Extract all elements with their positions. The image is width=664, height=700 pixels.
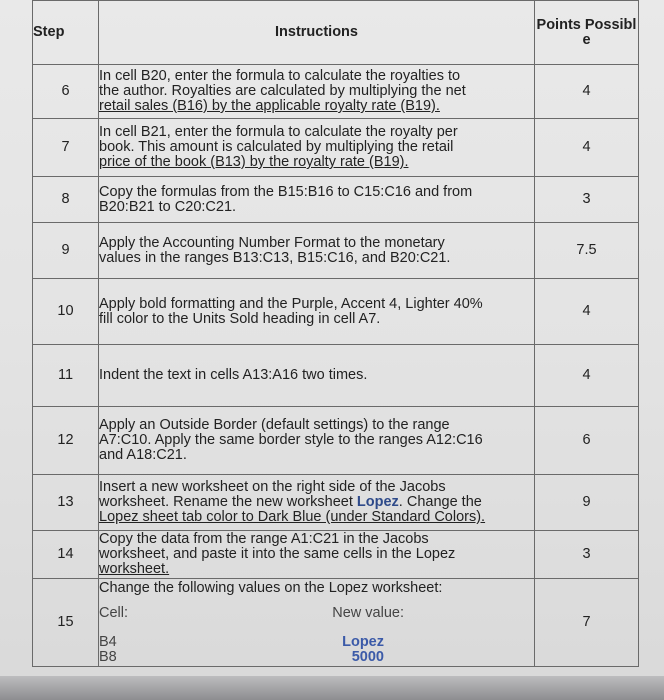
- instruction-line: Apply the Accounting Number Format to the monetary: [99, 234, 445, 251]
- instruction-line: retail sales (B16) by the applicable royalty rate (B19).: [99, 98, 440, 114]
- table-row: [33, 345, 639, 407]
- points-header: Points Possibl e: [535, 1, 639, 65]
- sheet-name-highlight: Lopez: [356, 494, 399, 510]
- step-number: 8: [33, 177, 99, 223]
- instruction-cell: [99, 177, 535, 223]
- step-number: 13: [33, 475, 99, 531]
- step-header: Step: [33, 1, 99, 65]
- table-row: [33, 475, 639, 531]
- instruction-line: worksheet.: [99, 561, 170, 577]
- table-row: [33, 531, 639, 579]
- points-value: 3: [535, 177, 639, 223]
- points-value: 4: [535, 345, 639, 407]
- step-number: 11: [33, 345, 99, 407]
- table-row: [33, 407, 639, 475]
- instruction-line: fill color to the Units Sold heading in cell A7.: [99, 310, 381, 327]
- cell-column-label: Cell:: [99, 604, 129, 621]
- step-number: 10: [33, 279, 99, 345]
- instruction-line: A7:C10. Apply the same border style to the ranges A12:C16: [99, 432, 483, 448]
- table-row: [33, 279, 639, 345]
- instruction-line: In cell B20, enter the formula to calculate the royalties to: [99, 68, 461, 84]
- instruction-cell: [99, 223, 535, 279]
- instruction-cell: [99, 475, 535, 531]
- points-value: 4: [535, 119, 639, 177]
- new-value: Lopez: [342, 633, 384, 650]
- step-number: 12: [33, 407, 99, 475]
- instruction-line: In cell B21, enter the formula to calculate the royalty per: [99, 124, 458, 140]
- points-value: 9: [535, 475, 639, 531]
- instruction-cell: [99, 119, 535, 177]
- instruction-line: and A18:C21.: [99, 447, 187, 463]
- step-number: 14: [33, 531, 99, 579]
- step-number: 7: [33, 119, 99, 177]
- instruction-cell: [99, 579, 535, 667]
- instruction-line: Apply an Outside Border (default settings) to the range: [99, 417, 450, 433]
- change-header-row: [99, 606, 534, 621]
- points-value: 7.5: [535, 223, 639, 279]
- steps-table: [32, 0, 639, 667]
- instruction-line: Lopez sheet tab color to Dark Blue (under Standard Colors).: [99, 509, 486, 525]
- instruction-cell: [99, 407, 535, 475]
- table-row: [33, 177, 639, 223]
- instruction-line: worksheet, and paste it into the same cells in the Lopez: [99, 546, 456, 562]
- points-value: 6: [535, 407, 639, 475]
- new-value: 5000: [351, 648, 384, 665]
- instruction-cell: [99, 531, 535, 579]
- instruction-line: values in the ranges B13:C13, B15:C16, and B20:C21.: [99, 249, 451, 266]
- instruction-line: the author. Royalties are calculated by multiplying the net: [99, 83, 466, 99]
- instruction-line: book. This amount is calculated by multiplying the retail: [99, 139, 454, 155]
- table-row: [33, 223, 639, 279]
- table-row: [33, 65, 639, 119]
- instruction-line: Copy the formulas from the B15:B16 to C15:C16 and from: [99, 183, 473, 200]
- step-number: 6: [33, 65, 99, 119]
- instruction-text: worksheet. Rename the new worksheet: [99, 494, 357, 510]
- change-row: [99, 635, 534, 650]
- instruction-line: Insert a new worksheet on the right side of the Jacobs: [99, 479, 446, 495]
- instructions-header: Instructions: [99, 1, 535, 65]
- instruction-text: . Change the: [398, 494, 482, 510]
- instruction-line: price of the book (B13) by the royalty rate (B19).: [99, 154, 409, 170]
- instruction-cell: [99, 345, 535, 407]
- table-row: [33, 579, 639, 667]
- change-row: [99, 650, 534, 665]
- points-value: 3: [535, 531, 639, 579]
- step-number: 15: [33, 579, 99, 667]
- photo-edge-shadow: [0, 676, 664, 700]
- instruction-line: Copy the data from the range A1:C21 in the Jacobs: [99, 531, 429, 547]
- table-row: [33, 119, 639, 177]
- instruction-cell: [99, 279, 535, 345]
- instruction-line: Change the following values on the Lopez worksheet:: [99, 579, 443, 596]
- instruction-line: Indent the text in cells A13:A16 two times.: [99, 367, 368, 383]
- points-value: 4: [535, 65, 639, 119]
- points-value: 7: [535, 579, 639, 667]
- instruction-line: B20:B21 to C20:C21.: [99, 198, 237, 215]
- instruction-line: Apply bold formatting and the Purple, Accent 4, Lighter 40%: [99, 295, 483, 312]
- step-number: 9: [33, 223, 99, 279]
- value-column-label: New value:: [332, 604, 404, 621]
- cell-ref: B4: [99, 633, 117, 650]
- instruction-cell: [99, 65, 535, 119]
- points-value: 4: [535, 279, 639, 345]
- cell-ref: B8: [99, 648, 117, 665]
- instruction-line: [99, 495, 534, 510]
- header-row: [33, 1, 639, 65]
